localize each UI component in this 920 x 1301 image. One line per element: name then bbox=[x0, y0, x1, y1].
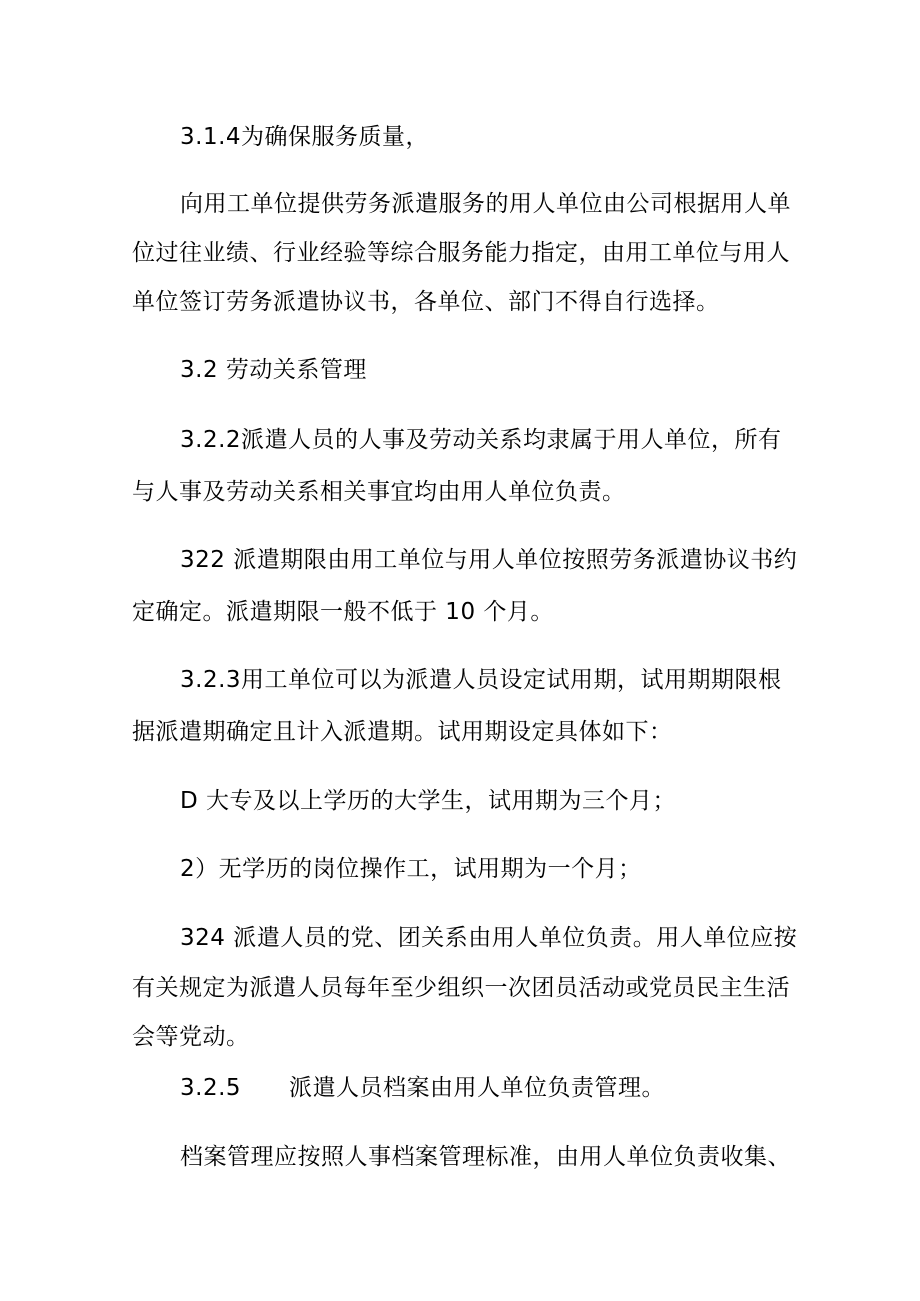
paragraph-line: 与人事及劳动关系相关事宜均由用人单位负责。 bbox=[132, 479, 626, 505]
clause-number: 3.2.5 bbox=[180, 1075, 242, 1101]
paragraph-line: 有关规定为派遣人员每年至少组织一次团员活动或党员民主生活 bbox=[132, 975, 790, 1001]
list-item: 2）无学历的岗位操作工，试用期为一个月； bbox=[180, 856, 642, 882]
paragraph-line: 单位签订劳务派遣协议书，各单位、部门不得自行选择。 bbox=[132, 289, 720, 315]
clause-text: 派遣人员档案由用人单位负责管理。 bbox=[289, 1075, 666, 1101]
paragraph-line: 向用工单位提供劳务派遣服务的用人单位由公司根据用人单 bbox=[180, 191, 791, 217]
paragraph-line: 3.2.3用工单位可以为派遣人员设定试用期，试用期期限根 bbox=[180, 667, 782, 693]
paragraph-line: 位过往业绩、行业经验等综合服务能力指定，由用工单位与用人 bbox=[132, 240, 790, 266]
paragraph-line: 322 派遣期限由用工单位与用人单位按照劳务派遣协议书约 bbox=[180, 547, 798, 573]
clause-3-2-5 bbox=[180, 1073, 665, 1103]
paragraph-line: 档案管理应按照人事档案管理标准，由用人单位负责收集、 bbox=[180, 1144, 791, 1170]
paragraph-line: 3.2.2派遣人员的人事及劳动关系均隶属于用人单位，所有 bbox=[180, 427, 782, 453]
paragraph-line: 据派遣期确定且计入派遣期。试用期设定具体如下： bbox=[132, 719, 673, 745]
paragraph-line: 324 派遣人员的党、团关系由用人单位负责。用人单位应按 bbox=[180, 925, 798, 951]
clause-3-1-4: 3.1.4为确保服务质量， bbox=[180, 124, 430, 150]
paragraph-line: 会等党动。 bbox=[132, 1024, 250, 1050]
paragraph-line: 定确定。派遣期限一般不低于 10 个月。 bbox=[132, 599, 554, 625]
section-heading-3-2: 3.2 劳动关系管理 bbox=[180, 357, 367, 383]
list-item: D 大专及以上学历的大学生，试用期为三个月； bbox=[180, 788, 677, 814]
